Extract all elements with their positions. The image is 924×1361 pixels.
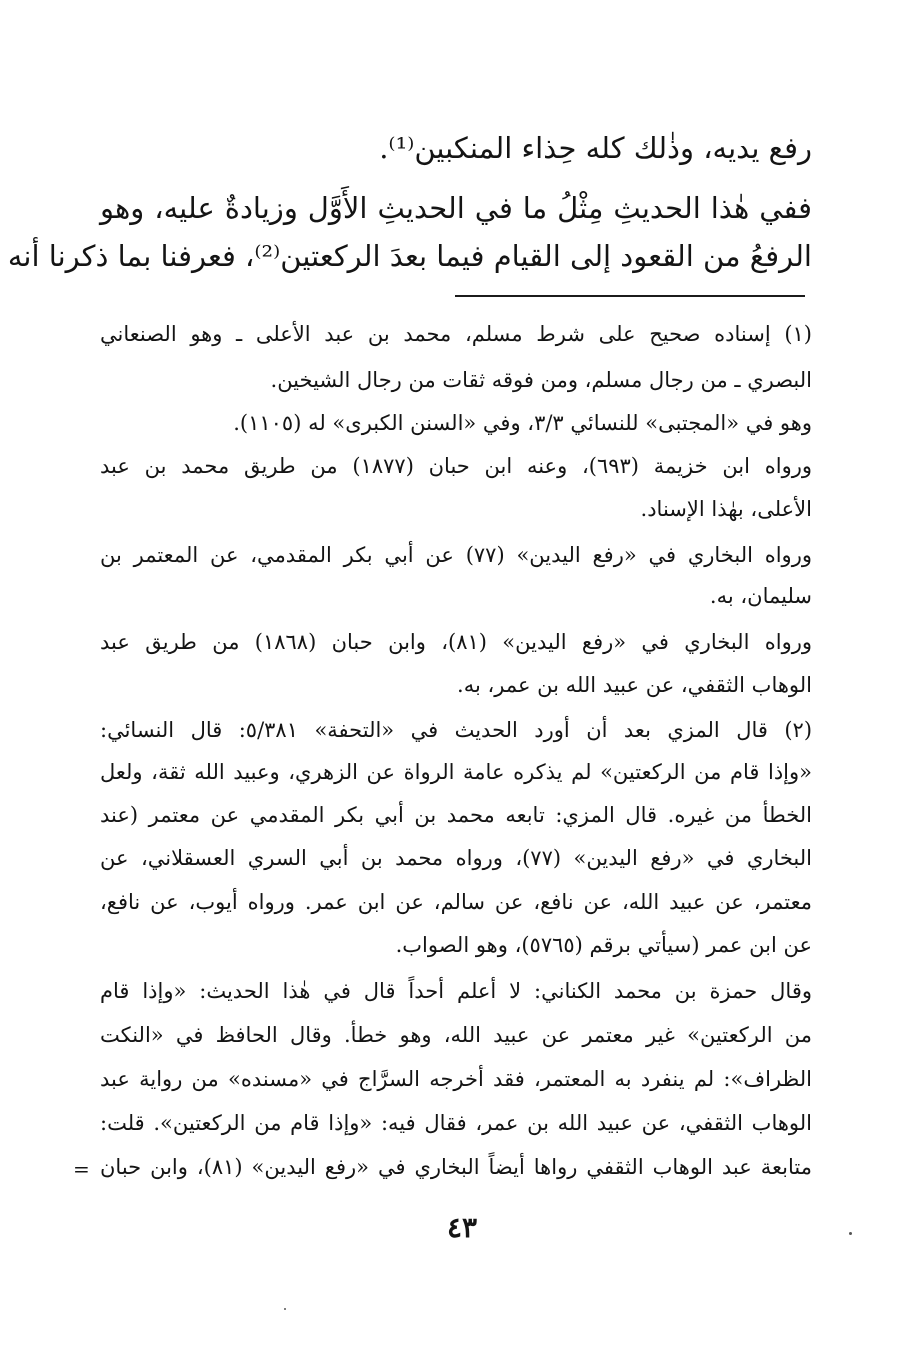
scan-speck bbox=[284, 1308, 286, 1310]
footnote-line: معتمر، عن عبيد الله، عن نافع، عن سالم، عن ابن عمر. ورواه أيوب، عن نافع، bbox=[100, 890, 812, 914]
footnote-line: وقال حمزة بن محمد الكناني: لا أعلم أحداً قال في هٰذا الحديث: «وإذا قام bbox=[100, 979, 812, 1003]
footnote-line: البصري ـ من رجال مسلم، ومن فوقه ثقات من رجال الشيخين. bbox=[270, 368, 812, 392]
scan-speck bbox=[849, 1232, 852, 1235]
footnote-line: الخطأ من غيره. قال المزي: تابعه محمد بن أبي بكر المقدمي عن معتمر (عند bbox=[100, 803, 812, 827]
main-text-line: رفع يديه، وذٰلك كله حِذاء المنكبين⁽¹⁾. bbox=[379, 131, 812, 165]
footnote-line: ورواه البخاري في «رفع اليدين» (٨١)، وابن حبان (١٨٦٨) من طريق عبد bbox=[100, 630, 812, 654]
footnote-line: الظراف»: لم ينفرد به المعتمر، فقد أخرجه السرَّاج في «مسنده» من رواية عبد bbox=[100, 1067, 812, 1091]
footnote-line: (٢) قال المزي بعد أن أورد الحديث في «التحفة» ٥/٣٨١: قال النسائي: bbox=[100, 718, 813, 742]
footnote-line: «وإذا قام من الركعتين» لم يذكره عامة الرواة عن الزهري، وعبيد الله ثقة، ولعل bbox=[100, 760, 812, 784]
main-text-line: الرفعُ من القعود إلى القيام فيما بعدَ الركعتين⁽²⁾، فعرفنا بما ذكرنا أنه bbox=[7, 239, 812, 273]
footnote-line: (١) إسناده صحيح على شرط مسلم، محمد بن عبد الأعلى ـ وهو الصنعاني bbox=[100, 322, 812, 346]
footnote-line: الوهاب الثقفي، عن عبيد الله بن عمر، فقال فيه: «وإذا قام من الركعتين». قلت: bbox=[100, 1111, 812, 1135]
footnote-separator bbox=[455, 295, 805, 297]
footnote-line: عن ابن عمر (سيأتي برقم (٥٧٦٥)، وهو الصواب. bbox=[395, 933, 812, 957]
footnote-line: متابعة عبد الوهاب الثقفي رواها أيضاً البخاري في «رفع اليدين» (٨١)، وابن حبان bbox=[100, 1155, 812, 1179]
page-number: ٤٣ bbox=[446, 1211, 478, 1244]
footnote-line: وهو في «المجتبى» للنسائي ٣/٣، وفي «السنن الكبرى» له (١١٠٥). bbox=[233, 411, 812, 435]
footnote-line: من الركعتين» غير معتمر عن عبيد الله، وهو خطأ. وقال الحافظ في «النكت bbox=[100, 1023, 812, 1047]
footnote-line: الأعلى، بهٰذا الإسناد. bbox=[640, 497, 812, 521]
continuation-mark: = bbox=[73, 1157, 90, 1181]
footnote-line: البخاري في «رفع اليدين» (٧٧)، ورواه محمد بن أبي السري العسقلاني، عن bbox=[100, 846, 812, 870]
footnote-line: ورواه ابن خزيمة (٦٩٣)، وعنه ابن حبان (١٨٧٧) من طريق محمد بن عبد bbox=[100, 454, 812, 478]
footnote-line: سليمان، به. bbox=[709, 584, 812, 608]
footnote-line: ورواه البخاري في «رفع اليدين» (٧٧) عن أبي بكر المقدمي، عن المعتمر بن bbox=[100, 543, 812, 567]
main-text-line: ففي هٰذا الحديثِ مِثْلُ ما في الحديثِ الأَوَّل وزيادةٌ عليه، وهو bbox=[100, 191, 812, 225]
footnote-line: الوهاب الثقفي، عن عبيد الله بن عمر، به. bbox=[457, 673, 812, 697]
